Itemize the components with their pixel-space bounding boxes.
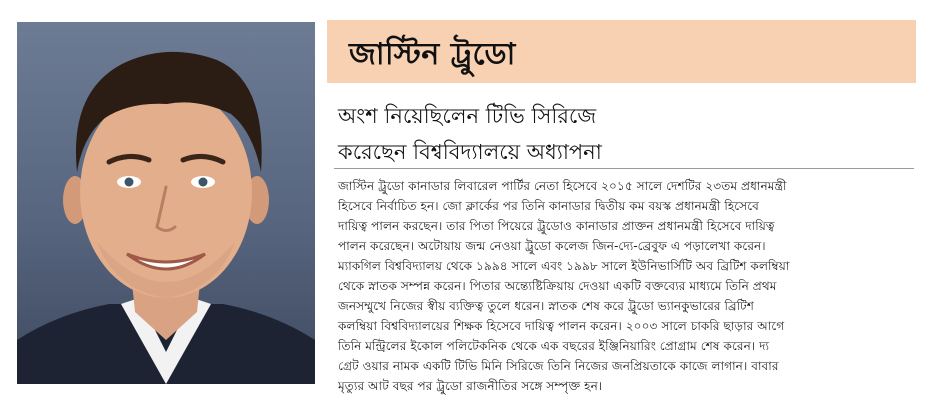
body-line: দায়িত্ব পালন করছেন। তার পিতা পিয়েরে ট্রুডোও কানাডার প্রাক্তন প্রধানমন্ত্রী হিসেবে দায়িত্ব xyxy=(338,219,775,233)
article-body xyxy=(338,176,910,396)
body-line: মৃত্যুর আট বছর পর ট্রুডো রাজনীতির সঙ্গে সম্পৃক্ত হন। xyxy=(338,379,603,393)
divider xyxy=(334,168,914,169)
title-band xyxy=(327,20,916,83)
body-line: জনসম্মুখে নিজের স্বীয় ব্যক্তিত্ব তুলে ধরেন। স্নাতক শেষ করে ট্রুডো ভ্যানকুভারের ব্রিটিশ xyxy=(338,299,754,313)
subheadline-line: অংশ নিয়েছিলেন টিভি সিরিজে xyxy=(338,104,597,128)
body-line: গ্রেট ওয়ার নামক একটি টিভি মিনি সিরিজে তিনি নিজের জনপ্রিয়তাকে কাজে লাগান। বাবার xyxy=(338,359,779,373)
subheadline xyxy=(338,98,908,170)
body-line: হিসেবে নির্বাচিত হন। জো ক্লার্কের পর তিনি কানাডার দ্বিতীয় কম বয়স্ক প্রধানমন্ত্রী হিসেবে xyxy=(338,199,759,213)
body-line: জাস্টিন ট্রুডো কানাডার লিবারেল পার্টির নেতা হিসেবে ২০১৫ সালে দেশটির ২৩তম প্রধানমন্ত্রী xyxy=(338,179,787,193)
body-line: কলম্বিয়া বিশ্ববিদ্যালয়ের শিক্ষক হিসেবে দায়িত্ব পালন করেন। ২০০৩ সালে চাকরি ছাড়ার আগে xyxy=(338,319,785,333)
portrait-illustration xyxy=(17,22,315,384)
body-line: পালন করেছেন। অটোয়ায় জন্ম নেওয়া ট্রুডো কলেজ জিন-দ্যে-ব্রেবুফ এ পড়ালেখা করেন। xyxy=(338,239,766,253)
body-line: তিনি মন্ট্রিলের ইকোল পলিটেকনিক থেকে এক বছরের ইঞ্জিনিয়ারিং প্রোগ্রাম শেষ করেন। দ্য xyxy=(338,339,770,353)
body-line: ম্যাকগিল বিশ্ববিদ্যালয় থেকে ১৯৯৪ সালে এবং ১৯৯৮ সালে ইউনিভার্সিটি অব ব্রিটিশ কলম্বিয়া xyxy=(338,259,790,273)
portrait-photo xyxy=(17,22,315,384)
article-title: জাস্টিন ট্রুডো xyxy=(349,37,516,72)
body-line: থেকে স্নাতক সম্পন্ন করেন। পিতার অন্ত্যেষ্টিক্রিয়ায় দেওয়া একটি বক্তব্যের মাধ্যমে তিনি প্রথম xyxy=(338,279,777,293)
subheadline-line: করেছেন বিশ্ববিদ্যালয়ে অধ্যাপনা xyxy=(338,140,602,164)
